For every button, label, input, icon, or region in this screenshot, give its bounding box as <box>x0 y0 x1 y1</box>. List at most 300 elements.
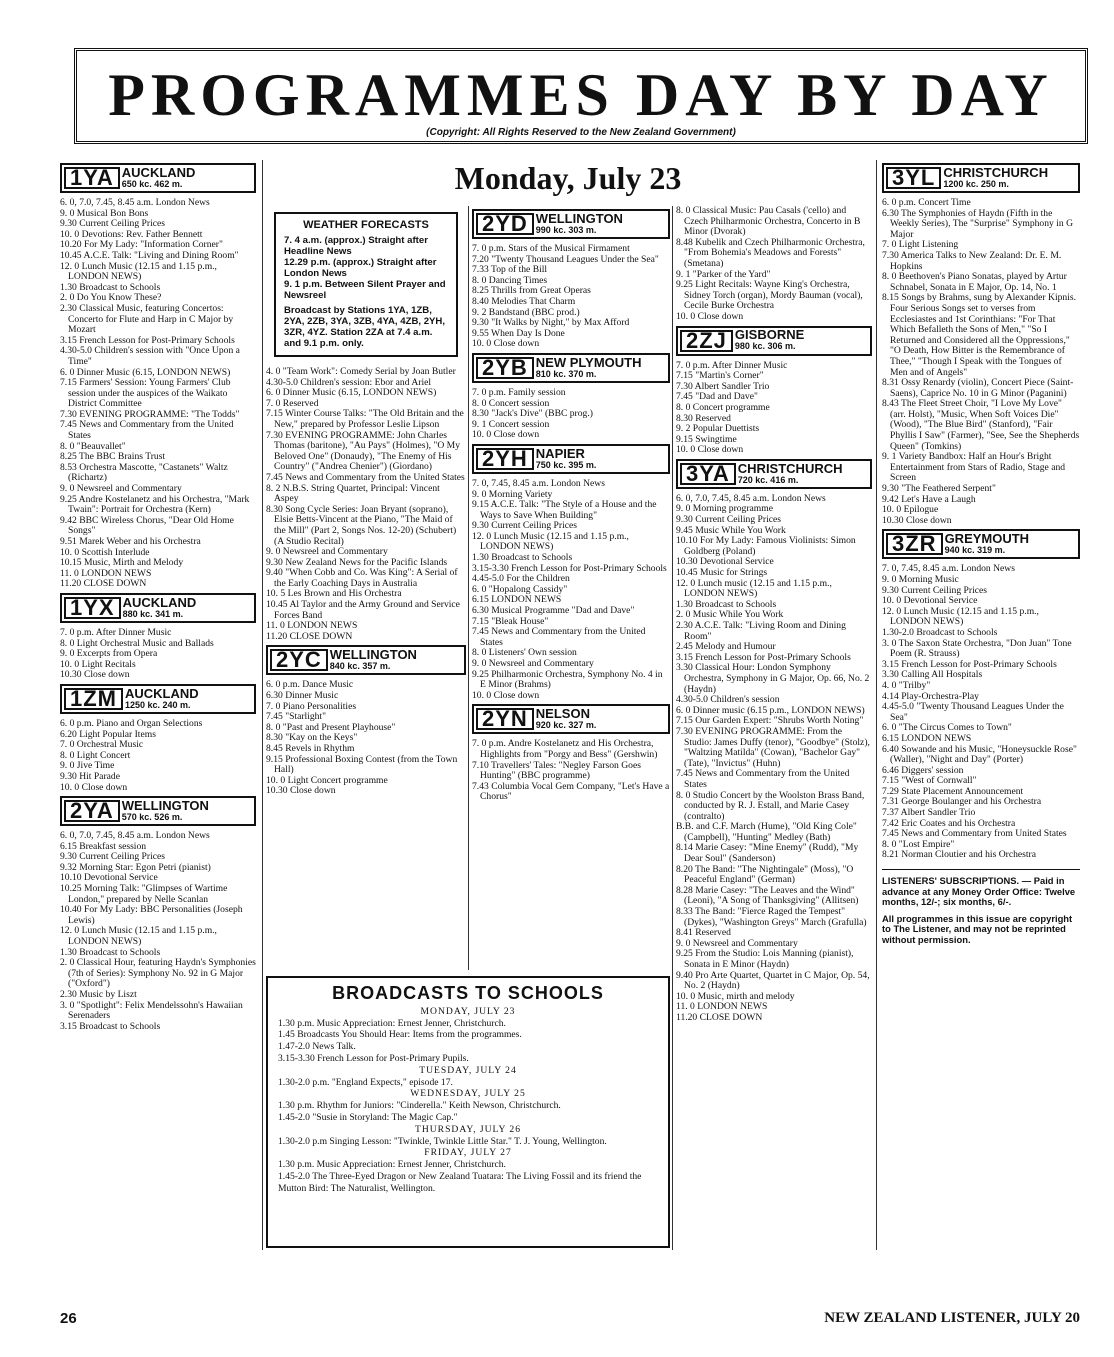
programme-item: 4. 0 "Trilby" <box>882 679 931 691</box>
programme-item: 6.30 Dinner Music <box>266 690 339 702</box>
column-rule <box>262 160 263 1250</box>
programme-item: 7. 0, 7.45, 8.45 a.m. London News <box>882 563 1015 575</box>
programme-item: 8.33 The Band: "Fierce Raged the Tempest" (Dykes), "Washington Greys" March (Grafulla) <box>676 906 867 928</box>
programme-item: 9.30 "It Walks by Night," by Max Afford <box>472 317 630 329</box>
station-city: NEW PLYMOUTH <box>535 354 642 370</box>
station-callsign: 1ZM <box>64 688 123 710</box>
programme-item: 6. 0, 7.0, 7.45, 8.45 a.m. London News <box>60 830 210 842</box>
programme-item: 6. 0 p.m. Concert Time <box>882 197 971 208</box>
station-callsign: 3YA <box>680 463 736 485</box>
programme-item: 12. 0 Lunch music (12.15 and 1.15 p.m., LONDON NEWS) <box>676 577 832 600</box>
programme-item: 7.30 EVENING PROGRAMME: "The Todds" <box>60 408 240 420</box>
schools-item: 1.45-2.0 The Three-Eyed Dragon or New Zealand Tuatara: The Living Fossil and its friend the Mutton Bird: The Naturalist, Wellington. <box>278 1170 642 1194</box>
programme-item: 10.45 Music for Strings <box>676 567 768 579</box>
station-callsign: 2YA <box>64 800 120 822</box>
schools-schedule <box>278 1006 658 1195</box>
station-frequency: 920 kc. 327 m. <box>535 720 597 731</box>
programme-item: 10. 0 Epilogue <box>882 504 939 516</box>
programme-item: 3.15 French Lesson for Post-Primary Schools <box>60 334 235 346</box>
publication-line: NEW ZEALAND LISTENER, JULY 20 <box>824 1310 1080 1326</box>
programme-item: 9.42 Let's Have a Laugh <box>882 493 976 505</box>
station-city: NELSON <box>535 706 590 722</box>
programme-item: 8. 0 Concert programme <box>676 401 770 413</box>
station-city: AUCKLAND <box>121 164 196 180</box>
programme-item: 10.10 Devotional Service <box>60 872 158 884</box>
programme-item: 9.15 Professional Boxing Contest (from the Town Hall) <box>266 753 458 776</box>
programme-item: 4.30-5.0 Children's session with "Once Upon a Time" <box>60 345 240 367</box>
programme-item: 9.40 "When Cobb and Co. Was King": A Serial of the Early Coaching Days in Australia <box>266 567 458 589</box>
programme-item: 4.14 Play-Orchestra-Play <box>882 690 979 702</box>
programme-item: 9. 2 Popular Duettists <box>676 423 760 435</box>
programme-item: 6. 0 "Hopalong Cassidy" <box>472 583 568 595</box>
programme-item: 7.15 "Bleak House" <box>472 615 549 627</box>
schools-item: 1.47-2.0 News Talk. <box>278 1041 356 1053</box>
programme-item: 10. 0 Devotions: Rev. Father Bennett <box>60 228 203 240</box>
column-rule <box>672 206 673 1250</box>
programme-item: 10.25 Morning Talk: "Glimpses of Wartime London," prepared by Nelle Scanlan <box>60 883 228 905</box>
programme-item: 8.43 The Fleet Street Choir, "I Love My Love" (arr. Holst), "Music, When Soft Voices Die" (Wood), "The Blue Bird" (Stanford), "Fair Phyllis I Saw" (Farmer), "See, See the Shepherds Queen" (Tomkins) <box>882 398 1080 452</box>
station-city: CHRISTCHURCH <box>737 460 843 476</box>
weather-line: Broadcast by Stations 1YA, 1ZB, 2YA, 2ZB, 3YA, 3ZB, 4YA, 4ZB, 2YH, 3ZR, 4YZ. Station 2ZA at 7.4 a.m. and 9.1 p.m. only. <box>284 305 446 349</box>
programme-item: 7.29 State Placement Announcement <box>882 785 1024 797</box>
programme-item: 10. 5 Les Brown and His Orchestra <box>266 588 402 600</box>
station-city: GREYMOUTH <box>944 531 1030 547</box>
station-info <box>735 329 804 352</box>
programme-item: 10.30 Devotional Service <box>676 556 774 568</box>
station-header <box>882 163 1080 193</box>
station-frequency: 1200 kc. 250 m. <box>943 178 1009 189</box>
footer <box>60 1310 1080 1327</box>
programme-item: 10.45 Al Taylor and the Army Ground and Service Forces Band <box>266 599 460 621</box>
station-callsign: 2YN <box>476 708 534 730</box>
station-2yn <box>472 704 670 803</box>
station-city: CHRISTCHURCH <box>943 164 1049 180</box>
station-header <box>472 353 670 383</box>
programme-item: 7.45 News and Commentary from the United States <box>266 471 465 483</box>
station-frequency: 750 kc. 395 m. <box>535 459 597 470</box>
programme-item: 9.30 Current Ceiling Prices <box>676 514 781 526</box>
programme-item: 6.30 Musical Programme "Dad and Dave" <box>472 605 635 617</box>
programme-item: 9.30 Hit Parade <box>60 770 120 782</box>
programme-item: 2.30 Music by Liszt <box>60 989 137 1000</box>
station-header <box>472 444 670 474</box>
station-info <box>945 533 1030 556</box>
programme-item: 9.42 BBC Wireless Chorus, "Dear Old Home Songs" <box>60 514 234 537</box>
schools-item: 1.45 Broadcasts You Should Hear: Items from the programmes. <box>278 1029 522 1041</box>
programme-item: 9. 1 Variety Bandbox: Half an Hour's Bright Entertainment from Stars of Radio, Stage and Screen <box>882 451 1066 484</box>
programme-item: 9.15 Swingtime <box>676 433 737 445</box>
column-2 <box>266 206 466 797</box>
station-1yx <box>60 593 256 681</box>
programme-item: 4.30-5.0 Children's session: Ebor and Ariel <box>266 376 432 388</box>
station-header <box>60 796 256 826</box>
column-3 <box>472 206 670 803</box>
station-2yd <box>472 209 670 350</box>
column-rule <box>876 160 877 1250</box>
programme-item: 8.41 Reserved <box>676 927 731 939</box>
programme-item: 9.25 From the Studio: Lois Manning (pianist), Sonata in E Minor (Haydn) <box>676 948 854 970</box>
programme-item: 7.30 Albert Sandler Trio <box>676 380 770 392</box>
weather-line: 7. 4 a.m. (approx.) Straight after Headline News <box>284 235 428 257</box>
station-callsign: 1YX <box>64 597 121 619</box>
station-info <box>121 797 209 823</box>
programme-item: 7.10 Travellers' Tales: "Negley Farson Goes Hunting" (BBC programme) <box>472 759 641 782</box>
programme-item: 7.20 "Twenty Thousand Leagues Under the Sea" <box>472 253 659 265</box>
programme-item: 3.15 Broadcast to Schools <box>60 1020 161 1032</box>
programme-item: 11. 0 LONDON NEWS <box>676 1001 768 1013</box>
programme-item: 6.15 Breakfast session <box>60 840 147 852</box>
station-header <box>266 645 466 675</box>
programme-item: 7.15 Farmers' Session: Young Farmers' Club session under the auspices of the Waikato District Committee <box>60 377 231 410</box>
day-heading: Monday, July 23 <box>454 160 682 196</box>
programme-item: 3. 0 The Saxon State Orchestra, "Don Juan" Tone Poem (R. Strauss) <box>882 637 1072 660</box>
programme-item: 10. 0 Light Recitals <box>60 658 136 670</box>
programme-item: 8. 0 "Beauvallet" <box>60 440 126 452</box>
station-3yl <box>882 163 1080 526</box>
schools-item: 1.30-2.0 p.m. "England Expects," episode 17. <box>278 1076 453 1088</box>
programme-item: 3.15 French Lesson for Post-Primary Schools <box>882 658 1057 670</box>
programme-item: 7.15 "West of Cornwall" <box>882 775 977 787</box>
station-frequency: 650 kc. 462 m. <box>121 178 183 189</box>
programme-item: 7.37 Albert Sandler Trio <box>882 807 976 819</box>
schools-item: 1.30 p.m. Rhythm for Juniors: "Cinderella." Keith Newson, Christchurch. <box>278 1100 561 1112</box>
programme-item: 3. 0 "Spotlight": Felix Mendelssohn's Hawaiian Serenaders <box>60 999 243 1022</box>
schools-item: 3.15-3.30 French Lesson for Post-Primary Pupils. <box>278 1052 469 1064</box>
programme-item: 7.45 "Starlight" <box>266 711 327 723</box>
station-header <box>472 209 670 239</box>
programme-item: 7.15 Winter Course Talks: "The Old Britain and the New," prepared by Professor Leslie Lipson <box>266 408 464 430</box>
programme-item: 7.30 EVENING PROGRAMME: From the Studio: James Duffy (tenor), "Goodbye" (Stolz), "Waltzing Matilda" (Cowan), "Bachelor Gay" (Tate), "Invictus" (Huhn) <box>676 725 870 769</box>
column-1 <box>60 160 256 1032</box>
programme-item: B.B. and C.F. March (Hume), "Old King Cole" (Campbell), "Hunting" Medley (Bath) <box>676 821 857 843</box>
station-2yd-continued <box>676 206 872 323</box>
programme-item: 6.15 LONDON NEWS <box>472 594 562 606</box>
station-callsign: 2YD <box>476 213 534 235</box>
programme-item: 9.51 Marek Weber and his Orchestra <box>60 536 201 547</box>
programme-item: 2. 0 Classical Hour, featuring Haydn's Symphonies (7th of Series): Symphony No. 92 in G Major ("Oxford") <box>60 957 256 990</box>
programme-item: 7.42 Eric Coates and his Orchestra <box>882 817 1016 829</box>
programme-item: 7.30 America Talks to New Zealand: Dr. E. M. Hopkins <box>882 249 1062 272</box>
programme-item: 9. 0 Morning programme <box>676 503 773 515</box>
programme-item: 9.25 Andre Kostelanetz and his Orchestra, "Mark Twain": Portrait for Orchestra (Kern) <box>60 493 250 516</box>
programme-item: 9.55 When Day Is Done <box>472 327 565 339</box>
programme-item: 6.30 The Symphonies of Haydn (Fifth in the Weekly Series), The "Surprise" Symphony in G Major <box>882 207 1074 240</box>
programme-item: 9. 0 Jive Time <box>60 760 115 772</box>
programme-item: 8.25 The BBC Brains Trust <box>60 451 166 463</box>
station-2yc <box>266 645 466 797</box>
programme-item: 8. 2 N.B.S. String Quartet, Principal: Vincent Aspey <box>266 482 440 505</box>
schools-day: FRIDAY, JULY 27 <box>424 1147 512 1159</box>
programme-item: 7. 0 p.m. Stars of the Musical Firmament <box>472 243 630 254</box>
programme-item: 8.31 Ossy Renardy (violin), Concert Piece (Saint-Saens), Caprice No. 10 in G Minor (Paganini) <box>882 377 1074 399</box>
station-frequency: 810 kc. 370 m. <box>535 368 597 379</box>
programme-item: 9. 0 Newsreel and Commentary <box>60 483 182 495</box>
station-frequency: 720 kc. 416 m. <box>737 474 799 485</box>
programme-item: 2. 0 Do You Know These? <box>60 292 162 304</box>
station-info <box>535 210 623 236</box>
programme-item: 7.45 News and Commentary from United States <box>882 828 1067 840</box>
programme-item: 8. 0 Listeners' Own session <box>472 647 577 659</box>
programme-item: 11.20 CLOSE DOWN <box>676 1011 763 1023</box>
programme-item: 11.20 CLOSE DOWN <box>60 578 147 590</box>
programme-item: 9.25 Philharmonic Orchestra, Symphony No. 4 in E Minor (Brahms) <box>472 668 663 691</box>
programme-item: 9. 0 Musical Bon Bons <box>60 207 149 219</box>
station-info <box>536 708 597 731</box>
programme-item: 12. 0 Lunch Music (12.15 and 1.15 p.m., LONDON NEWS) <box>472 530 629 553</box>
masthead <box>74 48 1088 144</box>
station-header <box>60 163 256 193</box>
programme-item: 9. 0 Excerpts from Opera <box>60 648 158 660</box>
column-4 <box>676 206 872 1024</box>
programme-item: 2.45 Melody and Humour <box>676 641 776 653</box>
programme-item: 7.45 News and Commentary from the United States <box>676 768 850 790</box>
programme-item: 4. 0 "Team Work": Comedy Serial by Joan Butler <box>266 366 456 377</box>
station-callsign: 1YA <box>64 167 120 189</box>
station-frequency: 940 kc. 319 m. <box>944 545 1006 556</box>
programme-item: 8.40 Melodies That Charm <box>472 295 576 307</box>
station-header <box>676 326 872 356</box>
programme-item: 8.30 Reserved <box>676 412 731 424</box>
schools-title: BROADCASTS TO SCHOOLS <box>332 983 604 1003</box>
station-callsign: 2YC <box>270 649 328 671</box>
programme-item: 8.21 Norman Cloutier and his Orchestra <box>882 849 1036 861</box>
station-frequency: 980 kc. 306 m. <box>734 341 796 352</box>
programme-item: 9.45 Music While You Work <box>676 524 786 536</box>
programme-item: 3.15 French Lesson for Post-Primary Schools <box>676 651 851 663</box>
programme-item: 9.30 Current Ceiling Prices <box>472 520 577 532</box>
programme-item: 10.30 Close down <box>266 785 336 797</box>
station-header <box>60 593 256 623</box>
programme-item: 7. 0 p.m. Family session <box>472 386 566 398</box>
station-1zm <box>60 684 256 793</box>
programme-item: 11. 0 LONDON NEWS <box>60 567 152 579</box>
programme-item: 8. 0 "Past and Present Playhouse" <box>266 721 396 733</box>
column-5 <box>882 160 1080 946</box>
programme-item: 2.30 A.C.E. Talk: "Living Room and Dining Room" <box>676 620 846 642</box>
programme-item: 6.46 Diggers' session <box>882 764 964 776</box>
station-header <box>882 529 1080 559</box>
subscriptions-notice <box>882 869 1080 946</box>
station-frequency: 880 kc. 341 m. <box>122 608 184 619</box>
programme-item: 1.30 Broadcast to Schools <box>472 552 573 564</box>
programme-item: 10.40 For My Lady: BBC Personalities (Joseph Lewis) <box>60 904 243 926</box>
programme-item: 10. 0 Close down <box>472 338 540 350</box>
programme-item: 7.43 Columbia Vocal Gem Company, "Let's Have a Chorus" <box>472 780 670 803</box>
programme-item: 9.40 Pro Arte Quartet, Quartet in C Major, Op. 54, No. 2 (Haydn) <box>676 969 870 992</box>
broadcasts-to-schools-box <box>266 976 670 1248</box>
programme-item: 7.15 "Martin's Corner" <box>676 370 764 382</box>
programme-item: 7. 0 Light Listening <box>882 239 959 251</box>
programme-item: 3.30 Calling All Hospitals <box>882 669 983 681</box>
weather-title: WEATHER FORECASTS <box>303 219 429 231</box>
programme-item: 10. 0 Close down <box>472 429 540 441</box>
programme-item: 7.45 "Dad and Dave" <box>676 391 758 403</box>
programme-item: 7. 0, 7.45, 8.45 a.m. London News <box>472 477 605 489</box>
programme-item: 9. 0 Newsreel and Commentary <box>472 658 594 669</box>
subscriptions-text: LISTENERS' SUBSCRIPTIONS. — Paid in advance at any Money Order Office: Twelve months, 12/-; six months, 6/-. <box>882 875 1076 908</box>
programme-item: 8.45 Revels in Rhythm <box>266 743 355 754</box>
schools-day: MONDAY, JULY 23 <box>420 1005 516 1017</box>
programme-item: 8. 0 Light Concert <box>60 749 131 761</box>
programme-item: 8.30 "Kay on the Keys" <box>266 732 358 744</box>
programme-item: 10.10 For My Lady: Famous Violinists: Simon Goldberg (Poland) <box>676 535 856 557</box>
station-info <box>122 594 197 620</box>
station-city: WELLINGTON <box>535 210 623 226</box>
programme-item: 6.20 Light Popular Items <box>60 728 156 740</box>
station-frequency: 1250 kc. 240 m. <box>125 699 191 710</box>
programme-item: 7. 0 Reserved <box>266 397 319 409</box>
schools-day: THURSDAY, JULY 26 <box>414 1123 522 1135</box>
station-city: WELLINGTON <box>329 647 417 663</box>
station-callsign: 2YB <box>476 357 534 379</box>
station-3ya <box>676 459 872 1024</box>
station-city: WELLINGTON <box>121 797 209 813</box>
station-city: NAPIER <box>535 445 585 461</box>
programme-item: 11. 0 LONDON NEWS <box>266 620 358 632</box>
programme-item: 9. 0 Newsreel and Commentary <box>676 937 798 949</box>
programme-item: 9.30 Current Ceiling Prices <box>882 584 987 596</box>
programme-item: 9.30 New Zealand News for the Pacific Islands <box>266 556 448 568</box>
programme-item: 10. 0 Close down <box>60 781 128 793</box>
programme-item: 7.31 George Boulanger and his Orchestra <box>882 796 1042 808</box>
programme-item: 9. 0 Newsreel and Commentary <box>266 546 388 558</box>
station-header <box>676 459 872 489</box>
station-2ya <box>60 796 256 1032</box>
page-title: PROGRAMMES DAY BY DAY <box>108 62 1054 128</box>
programme-item: 8.28 Marie Casey: "The Leaves and the Wind" (Leoni), "A Song of Thanksgiving" (Allitsen) <box>676 884 859 907</box>
schools-item: 1.30 p.m. Music Appreciation: Ernest Jenner, Christchurch. <box>278 1159 506 1171</box>
station-info <box>535 445 597 471</box>
programme-item: 8.14 Marie Casey: "Mine Enemy" (Rudd), "My Dear Soul" (Sanderson) <box>676 842 859 865</box>
programme-item: 6. 0 p.m. Piano and Organ Selections <box>60 717 203 729</box>
schools-item: 1.30 p.m. Music Appreciation: Ernest Jenner, Christchurch. <box>278 1017 506 1029</box>
station-2ya-continued <box>266 367 466 642</box>
station-callsign: 2YH <box>476 448 534 470</box>
schools-day: WEDNESDAY, JULY 25 <box>410 1088 526 1100</box>
weather-forecasts-box <box>274 212 458 357</box>
weather-line: 9. 1 p.m. Between Silent Prayer and Newsreel <box>284 279 446 301</box>
programme-item: 12. 0 Lunch Music (12.15 and 1.15 p.m., LONDON NEWS) <box>60 260 217 283</box>
station-callsign: 3ZR <box>886 533 943 555</box>
station-2yb <box>472 353 670 441</box>
programme-item: 6.40 Sowande and his Music, "Honeysuckle Rose" (Waller), "Night and Day" (Porter) <box>882 743 1077 766</box>
station-3zr <box>882 529 1080 861</box>
programme-item: 7.45 News and Commentary from the United States <box>60 419 234 442</box>
station-frequency: 570 kc. 526 m. <box>121 811 183 822</box>
programme-item: 10.45 A.C.E. Talk: "Living and Dining Room" <box>60 249 239 261</box>
programme-item: 10.30 Close down <box>60 669 130 681</box>
programme-item: 10. 0 Close down <box>472 689 540 701</box>
programme-item: 9.25 Light Recitals: Wayne King's Orchestra, Sidney Torch (organ), Mordy Bauman (vocal), Cecile Burke Orchestra <box>676 279 863 312</box>
programme-item: 6. 0 p.m. Dance Music <box>266 679 354 691</box>
station-info <box>330 649 417 672</box>
programme-item: 9. 0 Morning Variety <box>472 488 553 500</box>
programme-item: 8. 0 "Lost Empire" <box>882 838 955 850</box>
programme-item: 8. 0 Dancing Times <box>472 274 548 286</box>
programme-item: 3.15-3.30 French Lesson for Post-Primary Schools <box>472 562 667 574</box>
programme-item: 8. 0 Classical Music: Pau Casals ('cello) and Czech Philharmonic Orchestra, Concerto in B Minor (Dvorak) <box>676 205 861 238</box>
station-info <box>535 354 642 380</box>
programme-item: 6. 0 Dinner music (6.15 p.m., LONDON NEWS) <box>676 704 865 716</box>
programme-item: 8.30 Song Cycle Series: Joan Bryant (soprano), Elsie Betts-Vincent at the Piano, "The Maid of the Mill" (Part 2, Songs Nos. 12-20) (Schubert) (A Studio Recital) <box>266 503 457 547</box>
programme-item: 1.30 Broadcast to Schools <box>676 598 777 610</box>
programme-item: 6. 0 "The Circus Comes to Town" <box>882 722 1012 734</box>
programme-item: 10.30 Close down <box>882 514 952 526</box>
programme-item: 8.53 Orchestra Mascotte, "Castanets" Waltz (Richartz) <box>60 461 228 484</box>
schools-item: 1.30-2.0 p.m Singing Lesson: "Twinkle, Twinkle Little Star." T. J. Young, Wellington. <box>278 1135 607 1147</box>
programme-item: 8. 0 Light Orchestral Music and Ballads <box>60 637 214 649</box>
station-header <box>60 684 256 714</box>
programme-item: 9.30 "The Feathered Serpent" <box>882 483 996 495</box>
programme-item: 10. 0 Light Concert programme <box>266 774 388 786</box>
station-frequency: 990 kc. 303 m. <box>535 224 597 235</box>
programme-item: 6. 0, 7.0, 7.45, 8.45 a.m. London News <box>60 197 210 208</box>
programme-item: 7.33 Top of the Bill <box>472 264 548 276</box>
programme-item: 7.15 Our Garden Expert: "Shrubs Worth Noting" <box>676 715 864 727</box>
programme-item: 9.30 Current Ceiling Prices <box>60 851 165 863</box>
programme-item: 10. 0 Close down <box>676 444 744 456</box>
programme-item: 9.30 Current Ceiling Prices <box>60 218 165 230</box>
programme-item: 6. 0, 7.0, 7.45, 8.45 a.m. London News <box>676 492 826 504</box>
programme-item: 9. 1 "Parker of the Yard" <box>676 268 771 280</box>
station-1ya <box>60 163 256 590</box>
programme-item: 8. 0 Beethoven's Piano Sonatas, played by Artur Schnabel, Sonata in E Major, Op. 14, No. 1 <box>882 271 1067 293</box>
station-city: GISBORNE <box>734 327 805 343</box>
programme-item: 11.20 CLOSE DOWN <box>266 630 353 642</box>
station-header <box>472 704 670 734</box>
schools-item: 1.45-2.0 "Susie in Storyland: The Magic Cap." <box>278 1111 458 1123</box>
programme-item: 10. 0 Music, mirth and melody <box>676 990 795 1002</box>
station-city: AUCKLAND <box>125 685 199 701</box>
programme-item: 12. 0 Lunch Music (12.15 and 1.15 p.m., LONDON NEWS) <box>882 605 1039 628</box>
programme-item: 2.30 Classical Music, featuring Concertos: Concerto for Flute and Harp in C Major by Mozart <box>60 302 234 336</box>
station-city: AUCKLAND <box>122 594 197 610</box>
programme-item: 7. 0 Orchestral Music <box>60 739 144 751</box>
programme-item: 8.48 Kubelik and Czech Philharmonic Orchestra, "From Bohemia's Meadows and Forests" (Smetana) <box>676 236 865 269</box>
programme-item: 7.30 EVENING PROGRAMME: John Charles Thomas (baritone), "Au Pays" (Holmes), "O My Beloved One" (Donaudy), "The Enemy of His Country" ("Andrea Chenier") (Giordano) <box>266 429 461 473</box>
programme-item: 7.45 News and Commentary from the United States <box>472 626 646 648</box>
programme-item: 1.30-2.0 Broadcast to Schools <box>882 626 998 638</box>
programme-item: 10. 0 Devotional Service <box>882 595 978 607</box>
programme-item: 1.30 Broadcast to Schools <box>60 946 161 958</box>
programme-item: 4.45-5.0 For the Children <box>472 573 570 585</box>
programme-item: 10.20 For My Lady: "Information Corner" <box>60 239 223 251</box>
weather-line: 12.29 p.m. (approx.) Straight after London News <box>284 257 437 279</box>
programme-item: 9. 0 Morning Music <box>882 574 959 585</box>
programme-item: 8.20 The Band: "The Nightingale" (Moss), "O Peaceful England" (German) <box>676 863 854 886</box>
station-info <box>121 164 196 190</box>
station-info <box>943 164 1049 190</box>
programme-item: 9.32 Morning Star: Egon Petri (pianist) <box>60 861 211 873</box>
programme-item: 10.15 Music, Mirth and Melody <box>60 557 184 569</box>
programme-item: 9. 2 Bandstand (BBC prod.) <box>472 306 580 318</box>
programme-item: 10. 0 Scottish Interlude <box>60 546 150 558</box>
programme-item: 8.30 "Jack's Dive" (BBC prog.) <box>472 408 593 420</box>
programme-item: 8. 0 Concert session <box>472 397 550 409</box>
programme-item: 8. 0 Studio Concert by the Woolston Brass Band, conducted by R. J. Estall, and Marie Casey (contralto) <box>676 789 865 822</box>
programme-item: 6.15 LONDON NEWS <box>882 732 972 744</box>
programme-item: 8.25 Thrills from Great Operas <box>472 285 591 297</box>
programme-item: 7. 0 p.m. After Dinner Music <box>60 626 172 638</box>
programme-item: 8.15 Songs by Brahms, sung by Alexander Kipnis. Four Serious Songs set to verses from Ecclesiastes and 1st Corinthians: "For That Which Befalleth the Sons of Men," "So I Returned and Considered all the Oppressions," "O Death, How Bitter is the Remembrance of Thee," "Though I Speak with the Tongues of Men and of Angels" <box>882 292 1077 378</box>
programme-item: 2. 0 Music While You Work <box>676 609 784 621</box>
station-callsign: 2ZJ <box>680 330 733 352</box>
programme-item: 7. 0 Piano Personalities <box>266 700 357 712</box>
station-frequency: 840 kc. 357 m. <box>329 661 391 672</box>
station-callsign: 3YL <box>886 167 941 189</box>
station-2zj <box>676 326 872 456</box>
programme-item: 7. 0 p.m. Andre Kostelanetz and His Orchestra, Highlights from "Porgy and Bess" (Gershwin) <box>472 738 658 760</box>
